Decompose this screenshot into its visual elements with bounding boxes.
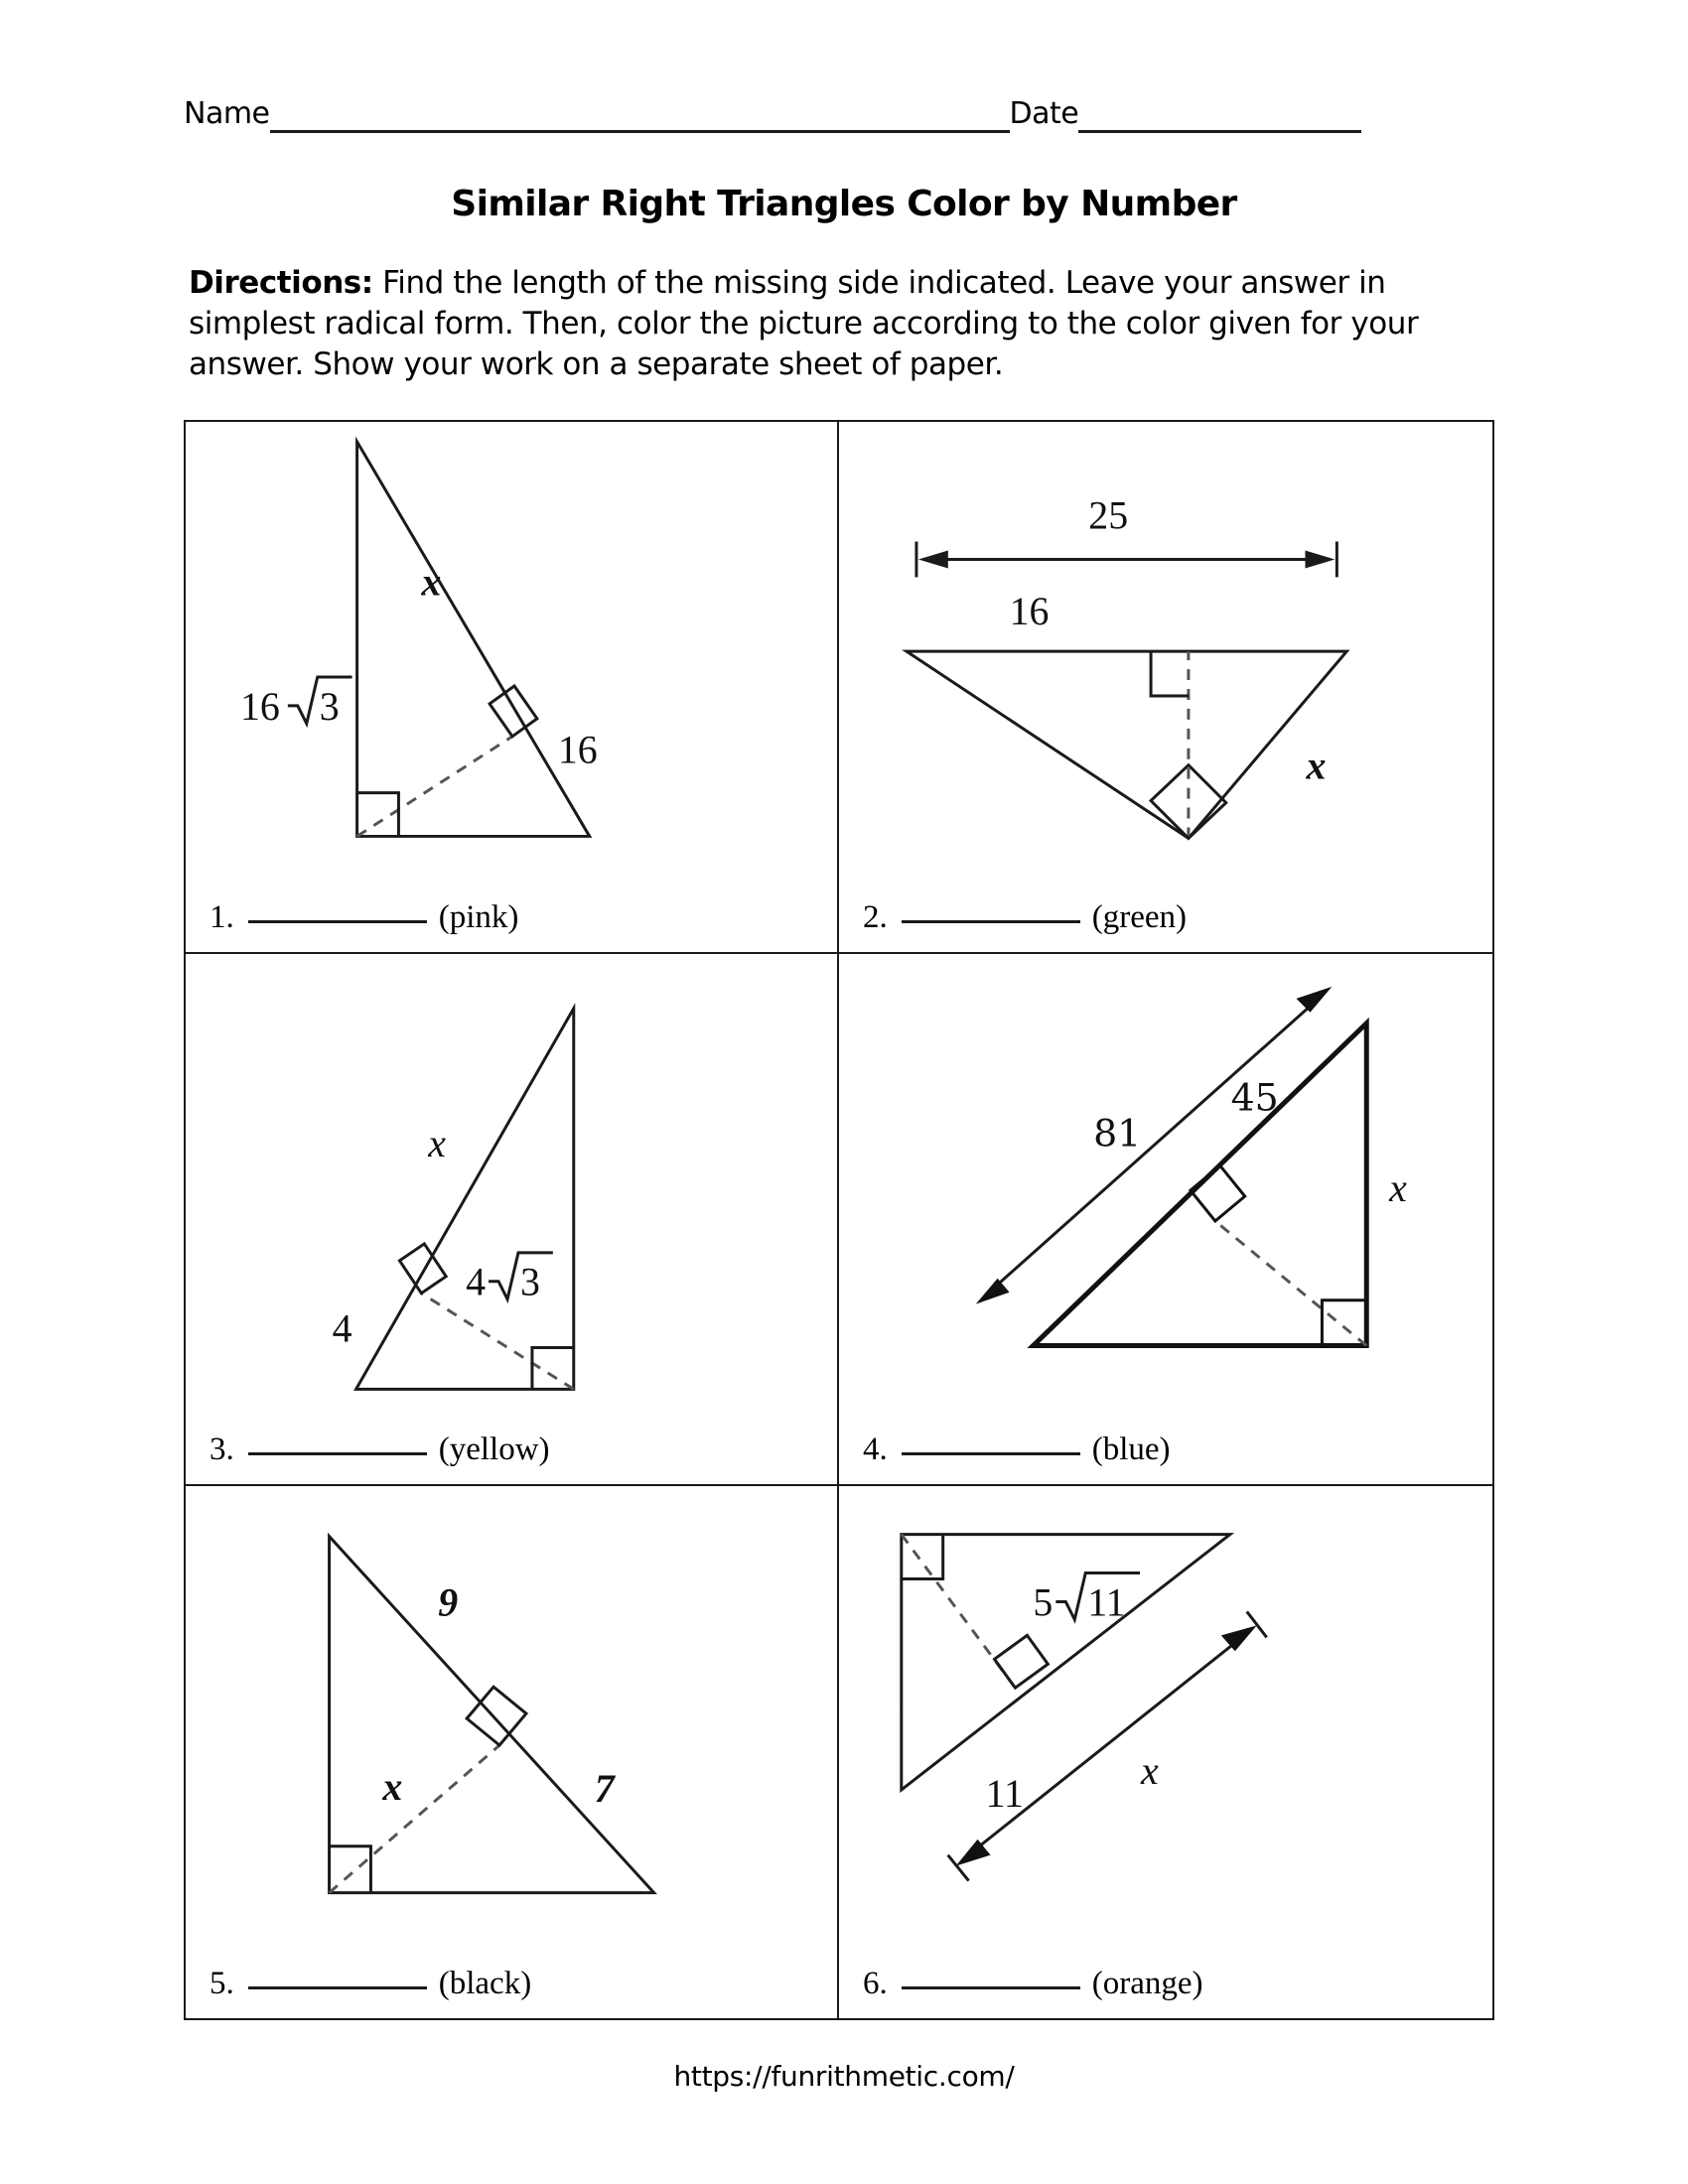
answer-color-label: (blue) [1091, 1432, 1171, 1467]
right-angle-mark-foot [1151, 651, 1189, 696]
label-radicand: 3 [519, 1259, 540, 1304]
name-blank-rule[interactable] [270, 100, 1010, 133]
answer-line-3 [210, 1432, 550, 1468]
altitude-dashed-line [1215, 1221, 1366, 1346]
label-segment-45: 45 [1230, 1075, 1279, 1120]
arrowhead-left-icon [918, 551, 948, 569]
label-radical-coefficient: 16 [240, 683, 280, 729]
name-label: Name [184, 96, 270, 131]
altitude-dashed-line [357, 737, 512, 837]
date-label: Date [1009, 96, 1079, 131]
label-unknown-x: x [1306, 743, 1327, 788]
label-altitude-radical [1033, 1573, 1140, 1625]
dimension-arrow-25 [916, 542, 1336, 578]
problem-cell-4 [839, 954, 1492, 1486]
triangle-diagram-2 [839, 422, 1492, 952]
altitude-dashed-line [421, 1294, 573, 1390]
triangle-diagram-1 [186, 422, 837, 952]
right-angle-mark-foot [995, 1635, 1049, 1688]
arrowhead-right-icon [1305, 551, 1335, 569]
label-segment-16: 16 [1009, 589, 1050, 634]
label-unknown-x: x [428, 1121, 447, 1166]
answer-color-label: (green) [1091, 899, 1188, 935]
right-angle-mark-foot [1191, 1165, 1245, 1221]
problem-number: 6. [863, 1966, 888, 2001]
triangle-diagram-6 [839, 1486, 1492, 2018]
answer-line-4 [863, 1432, 1171, 1468]
arrowhead-upper-right-icon [1221, 1625, 1257, 1651]
triangle-outline [907, 651, 1346, 838]
problem-number: 1. [210, 899, 234, 935]
extension-shaft [986, 996, 1323, 1296]
triangle-outline [357, 442, 590, 837]
problem-number: 4. [863, 1432, 888, 1467]
problem-number: 5. [210, 1966, 234, 2001]
answer-color-label: (yellow) [438, 1432, 550, 1467]
label-radicand: 11 [1087, 1579, 1126, 1625]
triangle-outline [356, 1009, 574, 1390]
answer-color-label: (pink) [438, 899, 519, 935]
hypotenuse-extension-arrow [948, 1611, 1267, 1880]
arrowhead-lower-left-icon [976, 1279, 1010, 1304]
problem-cell-1 [186, 422, 839, 954]
answer-blank[interactable] [248, 1985, 427, 1989]
name-date-header [184, 87, 1494, 133]
answer-blank[interactable] [902, 919, 1080, 923]
page-title: Similar Right Triangles Color by Number [451, 184, 1237, 224]
label-whole-base-25: 25 [1088, 492, 1129, 538]
label-altitude-radical [466, 1253, 553, 1304]
label-radical-coefficient: 4 [466, 1259, 487, 1304]
problem-cell-2 [839, 422, 1492, 954]
answer-line-6 [863, 1966, 1203, 2002]
figure-5 [186, 1486, 837, 2018]
directions-paragraph [189, 263, 1479, 386]
right-angle-mark-foot [399, 1244, 446, 1294]
answer-blank[interactable] [902, 1985, 1080, 1989]
problem-grid [184, 420, 1494, 2020]
label-whole-hyp-81: 81 [1093, 1111, 1142, 1156]
figure-4 [839, 954, 1492, 1484]
answer-blank[interactable] [902, 1451, 1080, 1455]
directions-lead: Directions: [189, 265, 373, 301]
label-segment-11: 11 [985, 1770, 1024, 1816]
triangle-diagram-3 [186, 954, 837, 1484]
answer-color-label: (orange) [1091, 1966, 1203, 2001]
answer-color-label: (black) [438, 1966, 532, 2001]
label-leg-16: 16 [557, 727, 598, 772]
altitude-dashed-line [330, 1745, 499, 1893]
figure-2 [839, 422, 1492, 952]
triangle-outline [902, 1535, 1230, 1790]
answer-line-5 [210, 1966, 531, 2002]
label-lower-segment-7: 7 [594, 1765, 615, 1811]
answer-blank[interactable] [248, 919, 427, 923]
problem-number: 2. [863, 899, 888, 935]
right-angle-mark-foot [490, 686, 537, 737]
label-unknown-x: x [1389, 1165, 1407, 1211]
label-unknown-x: x [382, 1763, 403, 1809]
figure-1 [186, 422, 837, 952]
answer-line-1 [210, 899, 518, 936]
triangle-diagram-5 [186, 1486, 837, 2018]
label-altitude-radical [240, 677, 352, 729]
label-short-leg-4: 4 [332, 1305, 352, 1351]
arrowhead-upper-right-icon [1297, 987, 1333, 1013]
directions-body: Find the length of the missing side indicated. Leave your answer in simplest radical form. Then, color the picture according to the color given for your answer. Show your work on a separate sheet of paper. [189, 265, 1419, 383]
footer-url[interactable]: https://funrithmetic.com/ [673, 2060, 1015, 2093]
date-blank-rule[interactable] [1078, 100, 1361, 133]
extension-shaft [966, 1633, 1247, 1856]
figure-6 [839, 1486, 1492, 2018]
answer-line-2 [863, 899, 1187, 936]
hypotenuse-extension-arrow [976, 987, 1333, 1304]
triangle-outline [330, 1537, 654, 1893]
label-radicand: 3 [319, 683, 340, 729]
label-unknown-x: x [1141, 1747, 1159, 1793]
figure-3 [186, 954, 837, 1484]
problem-cell-6 [839, 1486, 1492, 2018]
problem-cell-3 [186, 954, 839, 1486]
problem-cell-5 [186, 1486, 839, 2018]
label-radical-coefficient: 5 [1033, 1579, 1054, 1625]
label-unknown-x: x [421, 559, 442, 605]
label-upper-segment-9: 9 [438, 1579, 459, 1625]
answer-blank[interactable] [248, 1451, 427, 1455]
problem-number: 3. [210, 1432, 234, 1467]
triangle-diagram-4 [839, 954, 1492, 1484]
